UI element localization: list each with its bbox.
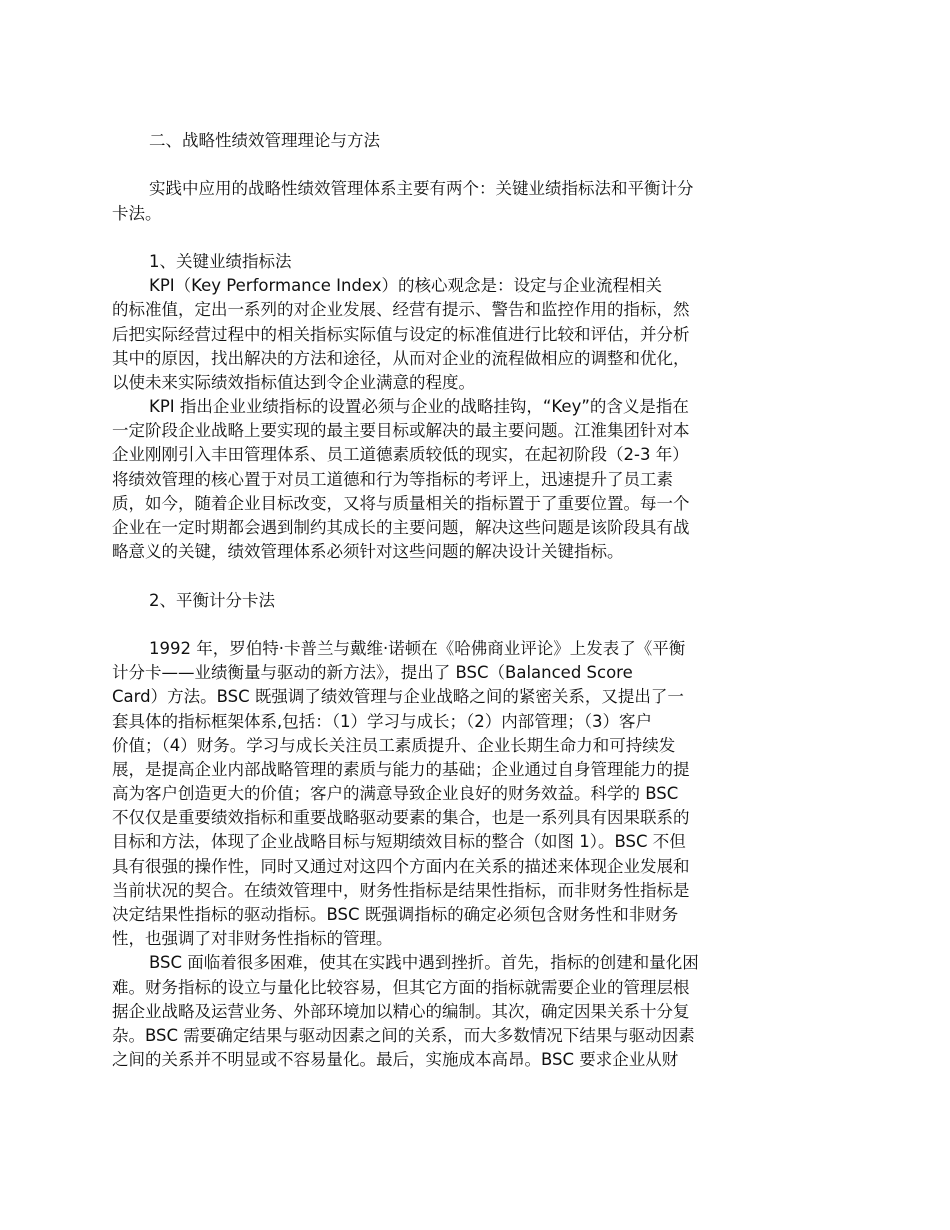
kpi-para2-line: 将绩效管理的核心置于对员工道德和行为等指标的考评上，迅速提升了员工素 <box>112 469 673 489</box>
bsc-para1-line: 不仅仅是重要绩效指标和重要战略驱动要素的集合，也是一系列具有因果联系的 <box>112 808 690 828</box>
bsc-para1-line: 展，是提高企业内部战略管理的素质与能力的基础；企业通过自身管理能力的提 <box>112 759 690 779</box>
bsc-para2-line: 据企业战略及运营业务、外部环境加以精心的编制。其次，确定因果关系十分复 <box>112 1001 690 1021</box>
kpi-para1-line: KPI（Key Performance Index）的核心观念是：设定与企业流程相关 <box>149 276 663 296</box>
kpi-para2-line: 略意义的关键，绩效管理体系必须针对这些问题的解决设计关键指标。 <box>112 542 624 562</box>
bsc-para2-line: BSC 面临着很多困难，使其在实践中遇到挫折。首先，指标的创建和量化困 <box>149 953 699 973</box>
spacer <box>112 564 767 588</box>
bsc-heading: 2、平衡计分卡法 <box>149 590 275 610</box>
bsc-para1-line: 高为客户创造更大的价值；客户的满意导致企业良好的财务效益。科学的 BSC <box>112 784 679 804</box>
kpi-para2-line: KPI 指出企业业绩指标的设置必须与企业的战略挂钩，“Key”的含义是指在 <box>149 397 689 417</box>
bsc-para1-line: 目标和方法，体现了企业战略目标与短期绩效目标的整合（如图 1）。BSC 不但 <box>112 832 686 852</box>
bsc-para2-line: 之间的关系并不明显或不容易量化。最后，实施成本高昂。BSC 要求企业从财 <box>112 1050 679 1070</box>
bsc-para2-line: 难。财务指标的设立与量化比较容易，但其它方面的指标就需要企业的管理层根 <box>112 977 690 997</box>
kpi-para2-line: 企业刚刚引入丰田管理体系、员工道德素质较低的现实，在起初阶段（2-3 年） <box>112 445 689 465</box>
kpi-heading: 1、关键业绩指标法 <box>149 251 292 271</box>
kpi-para2-line: 一定阶段企业战略上要实现的最主要目标或解决的最主要问题。江淮集团针对本 <box>112 421 690 441</box>
kpi-para1-line: 其中的原因，找出解决的方法和途径，从而对企业的流程做相应的调整和优化， <box>112 348 690 368</box>
bsc-para1-line: 性，也强调了对非财务性指标的管理。 <box>112 929 393 949</box>
bsc-para1-line: 计分卡——业绩衡量与驱动的新方法》，提出了 BSC（Balanced Score <box>112 663 633 683</box>
spacer <box>112 153 767 177</box>
section-title: 二、战略性绩效管理理论与方法 <box>149 131 380 150</box>
kpi-para2-line: 质，如今，随着企业目标改变，又将与质量相关的指标置于了重要位置。每一个 <box>112 493 690 513</box>
bsc-para1-line: 具有很强的操作性，同时又通过对这四个方面内在关系的描述来体现企业发展和 <box>112 856 690 876</box>
kpi-para1-line: 后把实际经营过程中的相关指标实际值与设定的标准值进行比较和评估，并分析 <box>112 324 690 344</box>
bsc-para1-line: 套具体的指标框架体系,包括：（1）学习与成长；（2）内部管理；（3）客户 <box>112 711 652 731</box>
intro-line: 实践中应用的战略性绩效管理体系主要有两个：关键业绩指标法和平衡计分 <box>149 179 694 199</box>
spacer <box>112 226 767 250</box>
bsc-para1-line: 决定结果性指标的驱动指标。BSC 既强调指标的确定必须包含财务性和非财务 <box>112 905 679 924</box>
bsc-para1-line: 价值；（4）财务。学习与成长关注员工素质提升、企业长期生命力和可持续发 <box>112 735 676 755</box>
kpi-para1-line: 以使未来实际绩效指标值达到令企业满意的程度。 <box>112 372 475 392</box>
kpi-para2-line: 企业在一定时期都会遇到制约其成长的主要问题，解决这些问题是该阶段具有战 <box>112 518 690 537</box>
bsc-para2-line: 杂。BSC 需要确定结果与驱动因素之间的关系，而大多数情况下结果与驱动因素 <box>112 1025 695 1045</box>
spacer <box>112 613 767 637</box>
bsc-para1-line: Card）方法。BSC 既强调了绩效管理与企业战略之间的紧密关系，又提出了一 <box>112 687 684 707</box>
document-body <box>112 129 767 1072</box>
bsc-para1-line: 当前状况的契合。在绩效管理中，财务性指标是结果性指标，而非财务性指标是 <box>112 880 690 900</box>
kpi-para1-line: 的标准值，定出一系列的对企业发展、经营有提示、警告和监控作用的指标，然 <box>112 300 690 320</box>
bsc-para1-line: 1992 年，罗伯特·卡普兰与戴维·诺顿在《哈佛商业评论》上发表了《平衡 <box>149 638 686 658</box>
intro-line: 卡法。 <box>112 203 162 223</box>
